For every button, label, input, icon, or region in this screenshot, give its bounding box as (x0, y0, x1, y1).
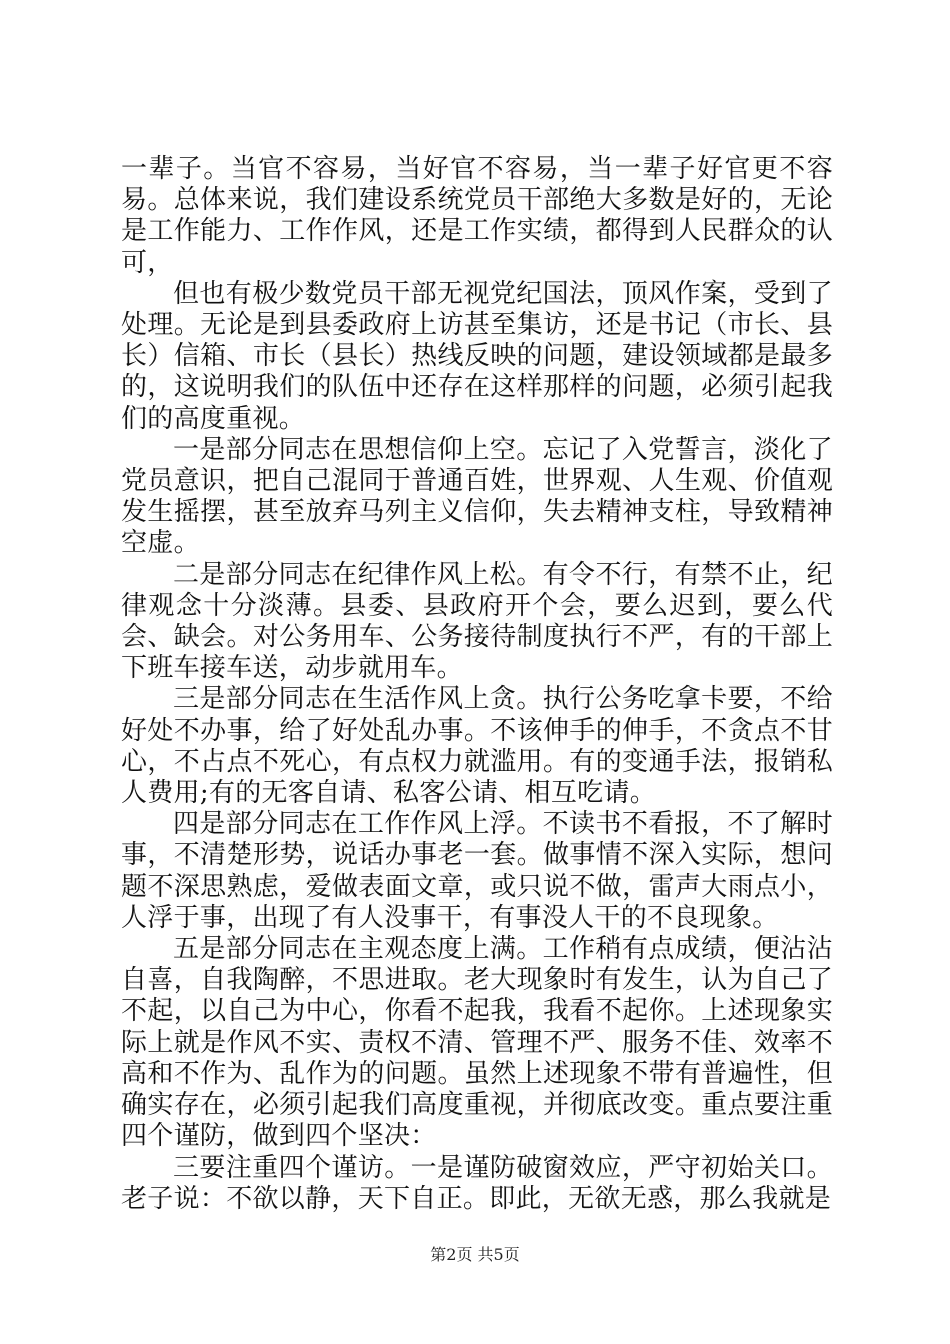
page-footer: 第2页 共5页 (430, 1245, 520, 1264)
paragraph-3: 一是部分同志在思想信仰上空。忘记了入党誓言，淡化了党员意识，把自己混同于普通百姓，世界观、人生观、价值观发生摇摆，甚至放弃马列主义信仰，失去精神支柱，导致精神空虚。 (121, 434, 833, 559)
document-body (121, 154, 833, 1215)
paragraph-7: 五是部分同志在主观态度上满。工作稍有点成绩，便沾沾自喜，自我陶醉，不思进取。老大现象时有发生，认为自己了不起，以自己为中心，你看不起我，我看不起你。上述现象实际上就是作风不实、责权不清、管理不严、服务不佳、效率不高和不作为、乱作为的问题。虽然上述现象不带有普遍性，但确实存在，必须引起我们高度重视，并彻底改变。重点要注重四个谨防，做到四个坚决： (121, 934, 833, 1152)
paragraph-8: 三要注重四个谨访。一是谨防破窗效应，严守初始关口。老子说：不欲以静，天下自正。即此，无欲无惑，那么我就是 (121, 1152, 833, 1214)
paragraph-5: 三是部分同志在生活作风上贪。执行公务吃拿卡要，不给好处不办事，给了好处乱办事。不该伸手的伸手，不贪点不甘心，不占点不死心，有点权力就滥用。有的变通手法，报销私人费用;有的无客自请、私客公请、相互吃请。 (121, 684, 833, 809)
paragraph-6: 四是部分同志在工作作风上浮。不读书不看报，不了解时事，不清楚形势，说话办事老一套。做事情不深入实际，想问题不深思熟虑，爱做表面文章，或只说不做，雷声大雨点小，人浮于事，出现了有人没事干，有事没人干的不良现象。 (121, 809, 833, 933)
paragraph-4: 二是部分同志在纪律作风上松。有令不行，有禁不止，纪律观念十分淡薄。县委、县政府开个会，要么迟到，要么代会、缺会。对公务用车、公务接待制度执行不严，有的干部上下班车接车送，动步就用车。 (121, 559, 833, 684)
paragraph-1: 一辈子。当官不容易，当好官不容易，当一辈子好官更不容易。总体来说，我们建设系统党员干部绝大多数是好的，无论是工作能力、工作作风，还是工作实绩，都得到人民群众的认可， (121, 154, 833, 278)
paragraph-2: 但也有极少数党员干部无视党纪国法，顶风作案，受到了处理。无论是到县委政府上访甚至集访，还是书记（市长、县长）信箱、市长（县长）热线反映的问题，建设领域都是最多的，这说明我们的队伍中还存在这样那样的问题，必须引起我们的高度重视。 (121, 278, 833, 434)
